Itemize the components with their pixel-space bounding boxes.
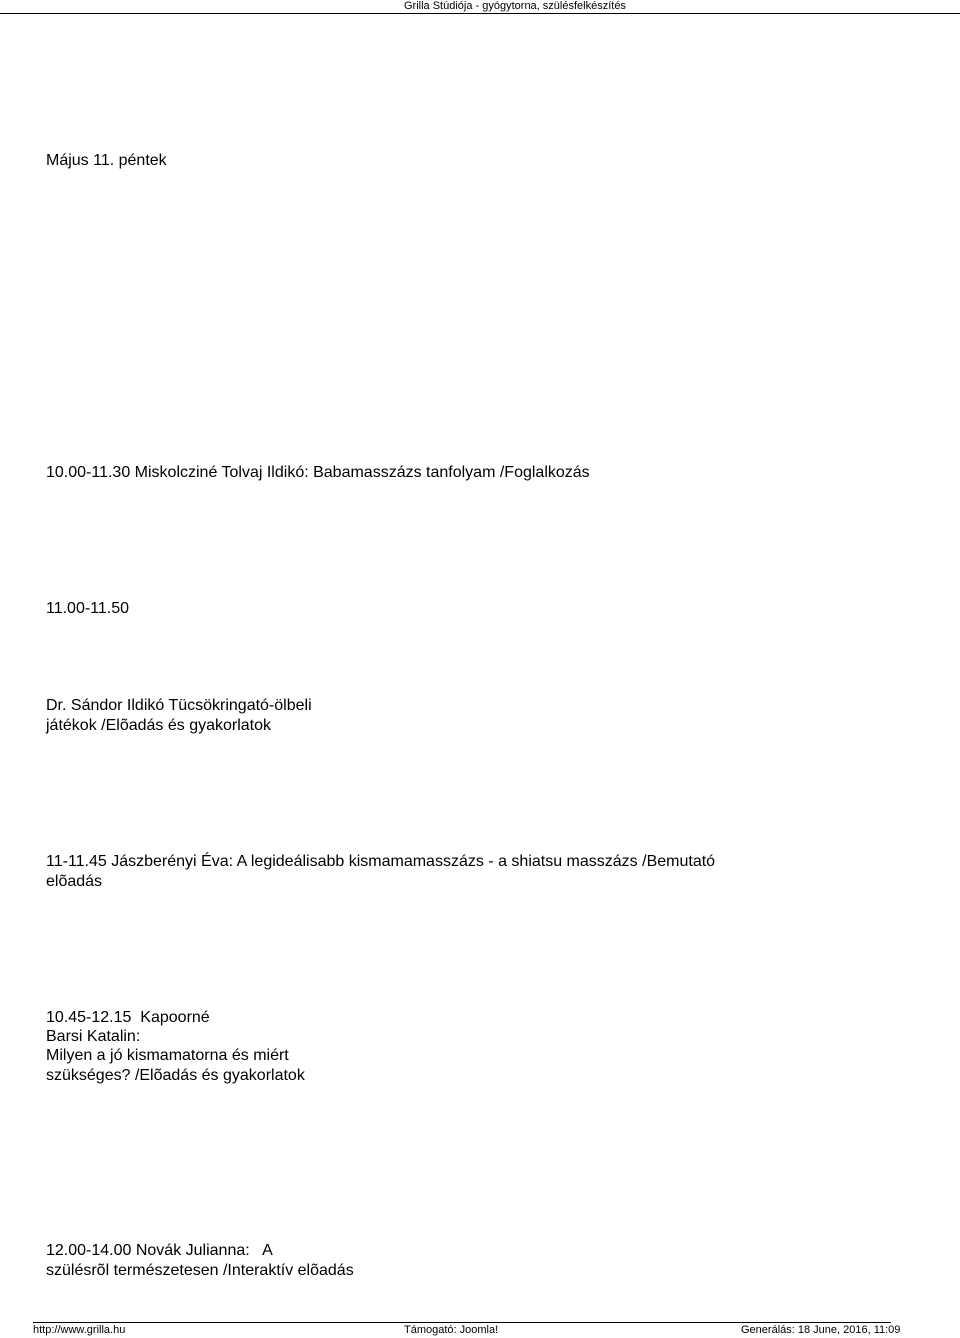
event-2-line-2: játékok /Elõadás és gyakorlatok xyxy=(46,717,272,734)
event-4-line-3: Milyen a jó kismamatorna és miért xyxy=(46,1047,289,1064)
event-4-line-2: Barsi Katalin: xyxy=(46,1028,141,1045)
header-divider xyxy=(0,13,960,14)
footer-sponsor: Támogató: Joomla! xyxy=(404,1324,499,1336)
header-title: Grilla Stúdiója - gyógytorna, szülésfelkészítés xyxy=(404,0,626,12)
event-3-line-2: elõadás xyxy=(46,873,103,890)
event-2-line-1: Dr. Sándor Ildikó Tücsökringató-ölbeli xyxy=(46,697,312,714)
event-1-line-1: 10.00-11.30 Miskolcziné Tolvaj Ildikó: Babamasszázs tanfolyam /Foglalkozás xyxy=(46,464,590,481)
event-4-line-4: szükséges? /Elõadás és gyakorlatok xyxy=(46,1067,305,1084)
footer-url-link[interactable]: http://www.grilla.hu xyxy=(33,1324,126,1336)
event-5-line-2: szülésrõl természetesen /Interaktív elõadás xyxy=(46,1262,354,1279)
date-heading: Május 11. péntek xyxy=(46,152,167,169)
event-5-line-1: 12.00-14.00 Novák Julianna: A xyxy=(46,1242,273,1259)
footer-generated: Generálás: 18 June, 2016, 11:09 xyxy=(741,1324,901,1336)
event-3-line-1: 11-11.45 Jászberényi Éva: A legideálisabb kismamamasszázs - a shiatsu masszázs /Bemutató xyxy=(46,853,716,870)
event-2-time: 11.00-11.50 xyxy=(46,600,130,617)
footer-divider xyxy=(33,1322,891,1323)
event-4-line-1: 10.45-12.15 Kapoorné xyxy=(46,1009,210,1026)
